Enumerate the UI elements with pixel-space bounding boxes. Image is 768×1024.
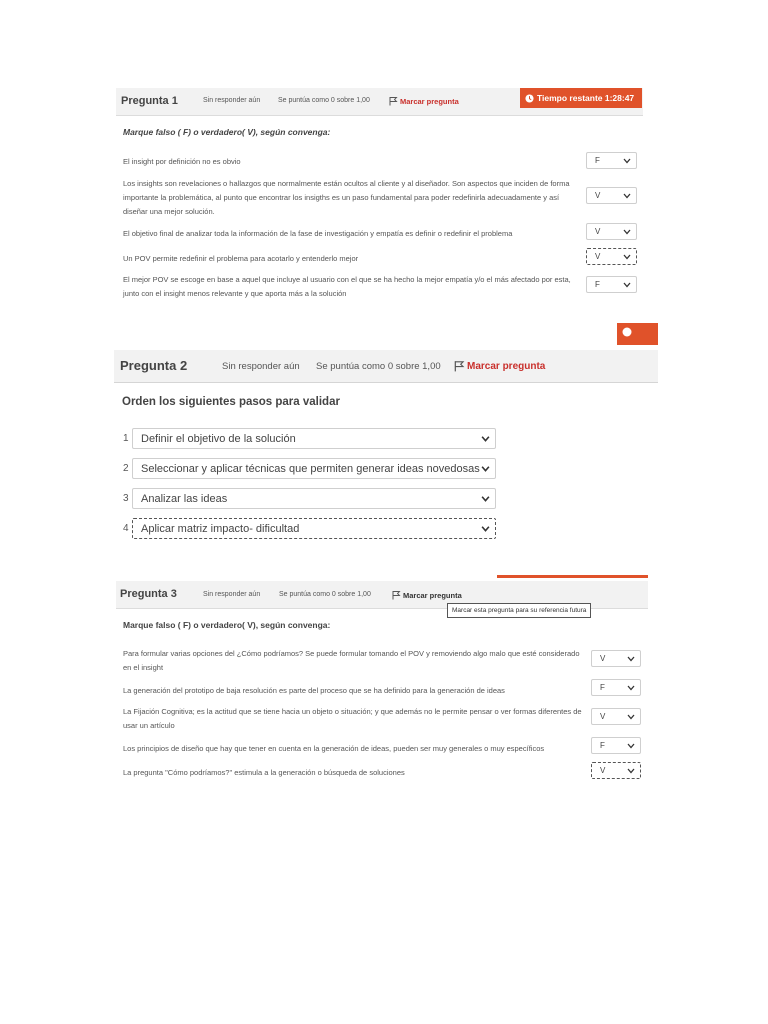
question-1-row-4-text: Un POV permite redefinir el problema para acotarlo y entenderlo mejor [123, 254, 359, 263]
question-1-flag-label: Marcar pregunta [400, 96, 459, 106]
step-4-select[interactable] [132, 518, 496, 539]
question-3-row-5-text: La pregunta "Cómo podríamos?" estimula a la generación o búsqueda de soluciones [123, 768, 405, 777]
question-2-flag-label: Marcar pregunta [467, 360, 546, 372]
question-1-row-3-select[interactable] [586, 223, 637, 240]
flag-tooltip: Marcar esta pregunta para su referencia futura [447, 603, 591, 618]
chevron-down-icon [481, 435, 490, 442]
clock-icon [525, 94, 534, 103]
question-1-row-5-text: El mejor POV se escoge en base a aquel que incluye al usuario con el que se ha hecho la mejor empatía y/o el más afectado por esta, junto con el insight menos relevante y que aporta más a la solución [123, 275, 571, 298]
question-3-flag-button[interactable] [392, 590, 462, 600]
chevron-down-icon [623, 193, 631, 199]
step-index: 4 [123, 523, 129, 534]
step-3-select[interactable] [132, 488, 496, 509]
question-2-number: Pregunta 2 [120, 358, 188, 373]
select-value: V [595, 252, 601, 261]
step-index: 3 [123, 493, 129, 504]
question-1-instruction: Marque falso ( F) o verdadero( V), según convenga: [123, 127, 331, 137]
question-1-row-5-select[interactable] [586, 276, 637, 293]
select-value: Seleccionar y aplicar técnicas que permiten generar ideas novedosas [141, 463, 480, 475]
timer-badge-fragment [617, 323, 658, 345]
accent-line [497, 575, 648, 578]
question-3-score: Se puntúa como 0 sobre 1,00 [279, 591, 371, 598]
select-value: V [600, 712, 606, 721]
select-value: Analizar las ideas [141, 493, 228, 505]
question-3-row-2-select[interactable] [591, 679, 641, 696]
question-3-row-2-text: La generación del prototipo de baja resolución es parte del proceso que se ha definido para la generación de ideas [123, 686, 505, 695]
question-1-number: Pregunta 1 [121, 95, 178, 107]
question-3-row-4-select[interactable] [591, 737, 641, 754]
timer-text: Tiempo restante 1:28:47 [537, 93, 635, 103]
step-1-select[interactable] [132, 428, 496, 449]
select-value: F [600, 683, 605, 692]
clock-icon [622, 327, 632, 337]
select-value: V [595, 227, 601, 236]
select-value: V [595, 191, 601, 200]
chevron-down-icon [481, 525, 490, 532]
question-3-instruction: Marque falso ( F) o verdadero( V), según convenga: [123, 620, 331, 630]
question-3-row-1-select[interactable] [591, 650, 641, 667]
question-1-status: Sin responder aún [203, 97, 261, 104]
question-3-row-5-select[interactable] [591, 762, 641, 779]
select-value: V [600, 654, 606, 663]
chevron-down-icon [481, 495, 490, 502]
chevron-down-icon [627, 656, 635, 662]
question-2-header [114, 350, 658, 383]
question-2-score: Se puntúa como 0 sobre 1,00 [316, 361, 441, 372]
question-3-row-3-text: La Fijación Cognitiva; es la actitud que se tiene hacia un objeto o situación; y que además no le permite pensar o ver formas diferentes de usar un artículo [123, 707, 582, 730]
select-value: F [595, 280, 600, 289]
question-1-row-4-select[interactable] [586, 248, 637, 265]
chevron-down-icon [627, 685, 635, 691]
chevron-down-icon [627, 768, 635, 774]
question-1-header [116, 88, 643, 116]
select-value: Aplicar matriz impacto- dificultad [141, 523, 300, 535]
select-value: F [595, 156, 600, 165]
question-3-row-3-select[interactable] [591, 708, 641, 725]
question-2-status: Sin responder aún [222, 361, 300, 372]
question-2-flag-button[interactable] [454, 360, 545, 372]
chevron-down-icon [623, 254, 631, 260]
select-value: F [600, 741, 605, 750]
question-1-row-1-select[interactable] [586, 152, 637, 169]
question-1-row-3-text: El objetivo final de analizar toda la información de la fase de investigación y empatía es definir o redefinir el problema [123, 229, 513, 238]
question-1-score: Se puntúa como 0 sobre 1,00 [278, 97, 370, 104]
chevron-down-icon [627, 714, 635, 720]
select-value: V [600, 766, 606, 775]
step-2-select[interactable] [132, 458, 496, 479]
chevron-down-icon [627, 743, 635, 749]
question-3-number: Pregunta 3 [120, 588, 177, 600]
question-3-row-4-text: Los principios de diseño que hay que tener en cuenta en la generación de ideas, pueden ser muy generales o muy específicos [123, 744, 545, 753]
flag-icon [454, 360, 465, 372]
flag-icon [389, 96, 398, 106]
question-3-status: Sin responder aún [203, 591, 261, 598]
timer-badge [520, 88, 642, 108]
question-1-row-1-text: El insight por definición no es obvio [123, 157, 241, 166]
question-1-row-2-select[interactable] [586, 187, 637, 204]
chevron-down-icon [481, 465, 490, 472]
step-index: 2 [123, 463, 129, 474]
step-index: 1 [123, 433, 129, 444]
select-value: Definir el objetivo de la solución [141, 433, 296, 445]
flag-icon [392, 590, 401, 600]
chevron-down-icon [623, 282, 631, 288]
question-1-flag-button[interactable] [389, 96, 459, 106]
chevron-down-icon [623, 158, 631, 164]
chevron-down-icon [623, 229, 631, 235]
question-3-flag-label: Marcar pregunta [403, 590, 462, 600]
question-3-row-1-text: Para formular varias opciones del ¿Cómo podríamos? Se puede formular tomando el POV y removiendo algo malo que esté considerado en el insight [123, 649, 580, 672]
question-2-instruction: Orden los siguientes pasos para validar [122, 396, 340, 408]
question-1-row-2-text: Los insights son revelaciones o hallazgos que normalmente están ocultos al cliente y al diseñador. Son aspectos que inciden de forma importante la problemática, al punto que encontrar los insigths es un paso fundamental para poder redefinirla adecuadamente y así diseñar una mejor solución. [123, 179, 570, 216]
